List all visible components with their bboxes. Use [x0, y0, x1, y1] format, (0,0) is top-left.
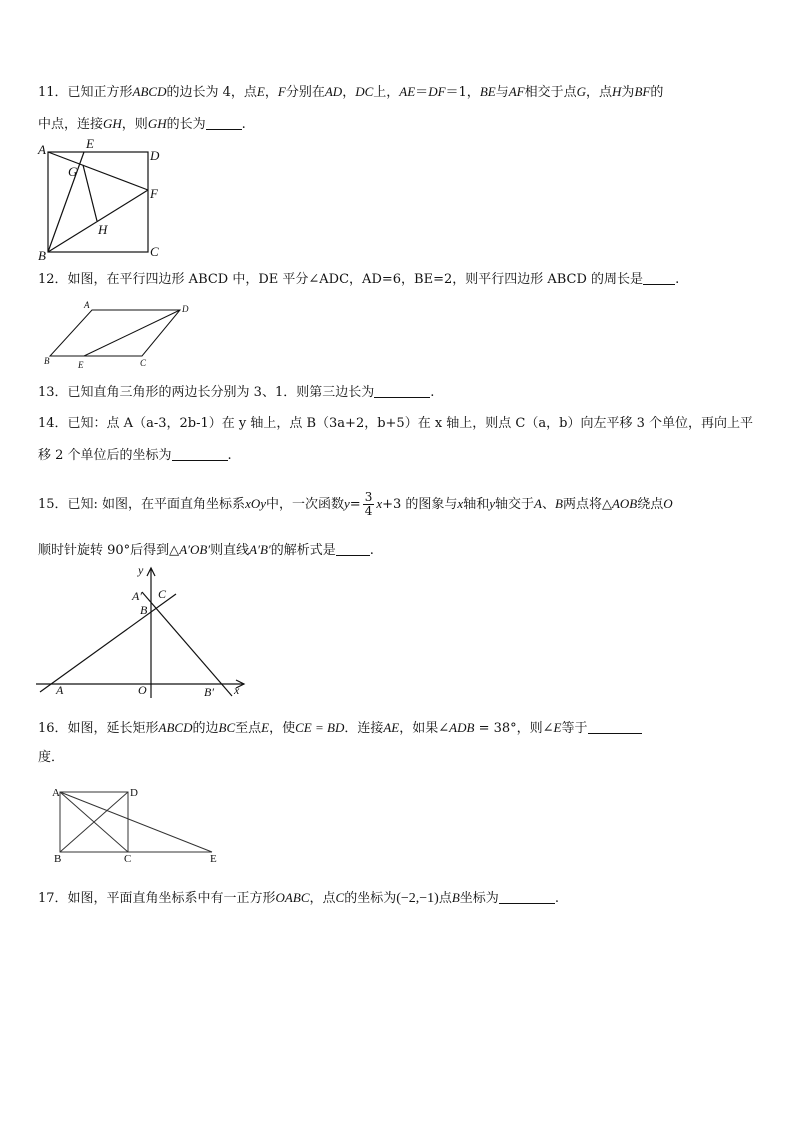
q11-math: DF — [428, 84, 446, 99]
q11-text: 上， — [373, 85, 400, 100]
label-c: C — [150, 244, 159, 259]
q11-math: ABCD — [132, 84, 167, 99]
parallelogram-abcd — [50, 310, 180, 356]
q16-math: ABCD — [158, 720, 193, 735]
answer-blank[interactable] — [206, 115, 242, 130]
answer-blank[interactable] — [374, 383, 430, 398]
segment-bf — [48, 190, 148, 252]
label-b: B — [44, 356, 50, 366]
q11-text: ，点 — [586, 85, 613, 100]
q15-math: A′B′ — [249, 542, 271, 557]
label-e: E — [78, 360, 84, 370]
label-d: D — [130, 787, 138, 799]
label-a: A — [84, 300, 90, 310]
line-apbp — [142, 592, 232, 696]
q15-text: 的解析式是 — [270, 543, 336, 558]
q17-text: 点 — [438, 891, 452, 906]
q15-text: . — [369, 543, 374, 558]
q17-math: B — [451, 890, 460, 905]
q15-figure — [36, 560, 250, 698]
line-ab — [40, 594, 176, 692]
q11-math: G — [576, 84, 587, 99]
label-b-prime: B′ — [204, 685, 214, 699]
fraction-numerator: 3 — [364, 490, 373, 504]
q16-text: ，如果∠ — [399, 721, 450, 736]
q12-line — [38, 270, 679, 290]
q11-math: BF — [634, 84, 651, 99]
q15-math: A — [534, 496, 542, 511]
q16-math: ADB — [449, 720, 475, 735]
q17-text: ，点 — [309, 891, 336, 906]
q15-math: x — [457, 496, 464, 511]
label-o: O — [138, 683, 147, 697]
q16-math: E — [261, 720, 270, 735]
q16-math: E — [553, 720, 562, 735]
label-f: F — [150, 186, 158, 201]
answer-blank[interactable] — [643, 270, 675, 285]
q16-math: CE = BD — [295, 720, 345, 735]
q11-line1 — [38, 82, 663, 103]
q15-math: AOB — [611, 496, 638, 511]
q17-text: . — [554, 891, 559, 906]
answer-blank[interactable] — [499, 889, 555, 904]
label-e: E — [210, 853, 217, 865]
q15-text: 绕点 — [637, 497, 664, 512]
label-g: G — [68, 164, 78, 179]
segment-de — [84, 310, 180, 356]
q17-text: 坐标为 — [459, 891, 499, 906]
q12-figure — [40, 298, 210, 370]
q11-text: 中点，连接 — [38, 117, 104, 132]
label-a-prime: A′ — [132, 589, 142, 603]
q16-text: = 38°，则∠ — [474, 721, 554, 736]
label-d: D — [150, 148, 160, 163]
square-abcd — [48, 152, 148, 252]
label-x: x — [234, 683, 240, 697]
q16-math: AE — [383, 720, 400, 735]
q11-text: 的长为 — [166, 117, 206, 132]
q15-text: 15．已知: 如图，在平面直角坐标系 — [38, 497, 246, 512]
q11-text: ，则 — [121, 117, 148, 132]
q16-text: ，使 — [269, 721, 296, 736]
q14-line2 — [38, 446, 232, 466]
q11-math: E — [256, 84, 265, 99]
q11-text: 与 — [495, 85, 509, 100]
label-e: E — [86, 136, 94, 151]
answer-blank[interactable] — [336, 541, 370, 556]
label-d: D — [182, 304, 189, 314]
q16-figure — [40, 782, 222, 868]
q15-text: = — [349, 497, 361, 512]
segment-gh — [83, 165, 97, 221]
q11-text: ， — [264, 85, 278, 100]
q11-text: 的 — [650, 85, 664, 100]
fraction — [363, 491, 375, 518]
q16-text: 至点 — [235, 721, 262, 736]
q14-text: 14．已知：点 A（a-3，2b-1）在 y 轴上，点 B（3a+2，b+5）在 x 轴上，则点 C（a，b）向左平移 3 个单位，再向上平 — [38, 416, 753, 431]
segment-ae — [60, 792, 212, 852]
q11-text: 相交于点 — [524, 85, 577, 100]
q15-math: y — [489, 496, 495, 511]
q11-math: GH — [147, 116, 167, 131]
answer-blank[interactable] — [588, 719, 642, 734]
q15-line2 — [38, 540, 374, 561]
q15-math: y — [344, 496, 350, 511]
q17-text: 的坐标为 — [344, 891, 397, 906]
q11-text: 为 — [621, 85, 635, 100]
q15-text: 轴交于 — [495, 497, 535, 512]
q11-text: 的边长为 4，点 — [166, 85, 257, 100]
q13-text: 13．已知直角三角形的两边长分别为 3、1．则第三边长为 — [38, 385, 375, 400]
q13-text: . — [430, 385, 435, 400]
segment-af — [48, 152, 148, 190]
label-a: A — [56, 683, 64, 697]
q16-text: 等于 — [561, 721, 588, 736]
label-c: C — [158, 587, 167, 601]
q17-coordinate: (−2,−1) — [396, 891, 439, 906]
q12-text: 12．如图，在平行四边形 ABCD 中，DE 平分∠ADC，AD=6，BE=2，则平行四边形 ABCD 的周长是 — [38, 272, 644, 287]
q14-text: 移 2 个单位后的坐标为 — [38, 448, 172, 463]
q16-text: 16．如图，延长矩形 — [38, 721, 159, 736]
q11-line2 — [38, 114, 246, 135]
q11-math: H — [612, 84, 622, 99]
label-a: A — [52, 787, 60, 799]
q11-math: AE — [399, 84, 416, 99]
q12-text: . — [675, 272, 680, 287]
answer-blank[interactable] — [172, 446, 228, 461]
q16-text: ．连接 — [344, 721, 384, 736]
q11-math: GH — [103, 116, 122, 131]
q17-math: C — [335, 890, 345, 905]
q11-text: 分别在 — [285, 85, 325, 100]
label-b: B — [140, 603, 148, 617]
q11-text: . — [241, 117, 246, 132]
q11-math: BE — [479, 84, 496, 99]
q15-math: x — [376, 496, 383, 511]
q16-text: 的边 — [192, 721, 219, 736]
q15-line1 — [38, 490, 673, 519]
q11-figure — [36, 138, 166, 262]
q15-math: A′OB′ — [179, 542, 211, 557]
q15-text: 、 — [541, 497, 555, 512]
q14-line1 — [38, 414, 753, 434]
q16-line1 — [38, 718, 642, 739]
q11-text: ， — [342, 85, 356, 100]
label-b: B — [38, 248, 46, 263]
q11-math: DC — [355, 84, 374, 99]
fraction-denominator: 4 — [364, 504, 373, 518]
q14-text: . — [227, 448, 232, 463]
label-a: A — [38, 142, 46, 157]
label-y: y — [138, 563, 144, 577]
q16-text: 度． — [38, 750, 65, 765]
q15-math: xOy — [245, 496, 266, 511]
q13-line — [38, 383, 434, 403]
q15-math: O — [663, 496, 673, 511]
q15-text: 轴和 — [463, 497, 490, 512]
q16-math: BC — [218, 720, 236, 735]
label-h: H — [98, 222, 108, 237]
label-b: B — [54, 853, 62, 865]
label-c: C — [124, 853, 132, 865]
q11-math: AD — [324, 84, 343, 99]
q17-line — [38, 888, 559, 909]
q15-text: 两点将△ — [562, 497, 612, 512]
label-c: C — [140, 358, 147, 368]
q11-math: AF — [508, 84, 525, 99]
q16-line2 — [38, 748, 64, 768]
q15-math: B — [554, 496, 563, 511]
q11-text: ＝ — [415, 85, 429, 100]
q17-text: 17．如图，平面直角坐标系中有一正方形 — [38, 891, 276, 906]
q11-math: F — [277, 84, 286, 99]
q15-text: 中，一次函数 — [266, 497, 345, 512]
q15-text: 则直线 — [210, 543, 250, 558]
q15-text: 顺时针旋转 90°后得到△ — [38, 543, 180, 558]
q17-math: OABC — [275, 890, 310, 905]
q15-text: +3 的图象与 — [382, 497, 458, 512]
q11-text: ＝1， — [445, 85, 480, 100]
segment-be — [48, 152, 84, 252]
q11-text: 11．已知正方形 — [38, 85, 133, 100]
